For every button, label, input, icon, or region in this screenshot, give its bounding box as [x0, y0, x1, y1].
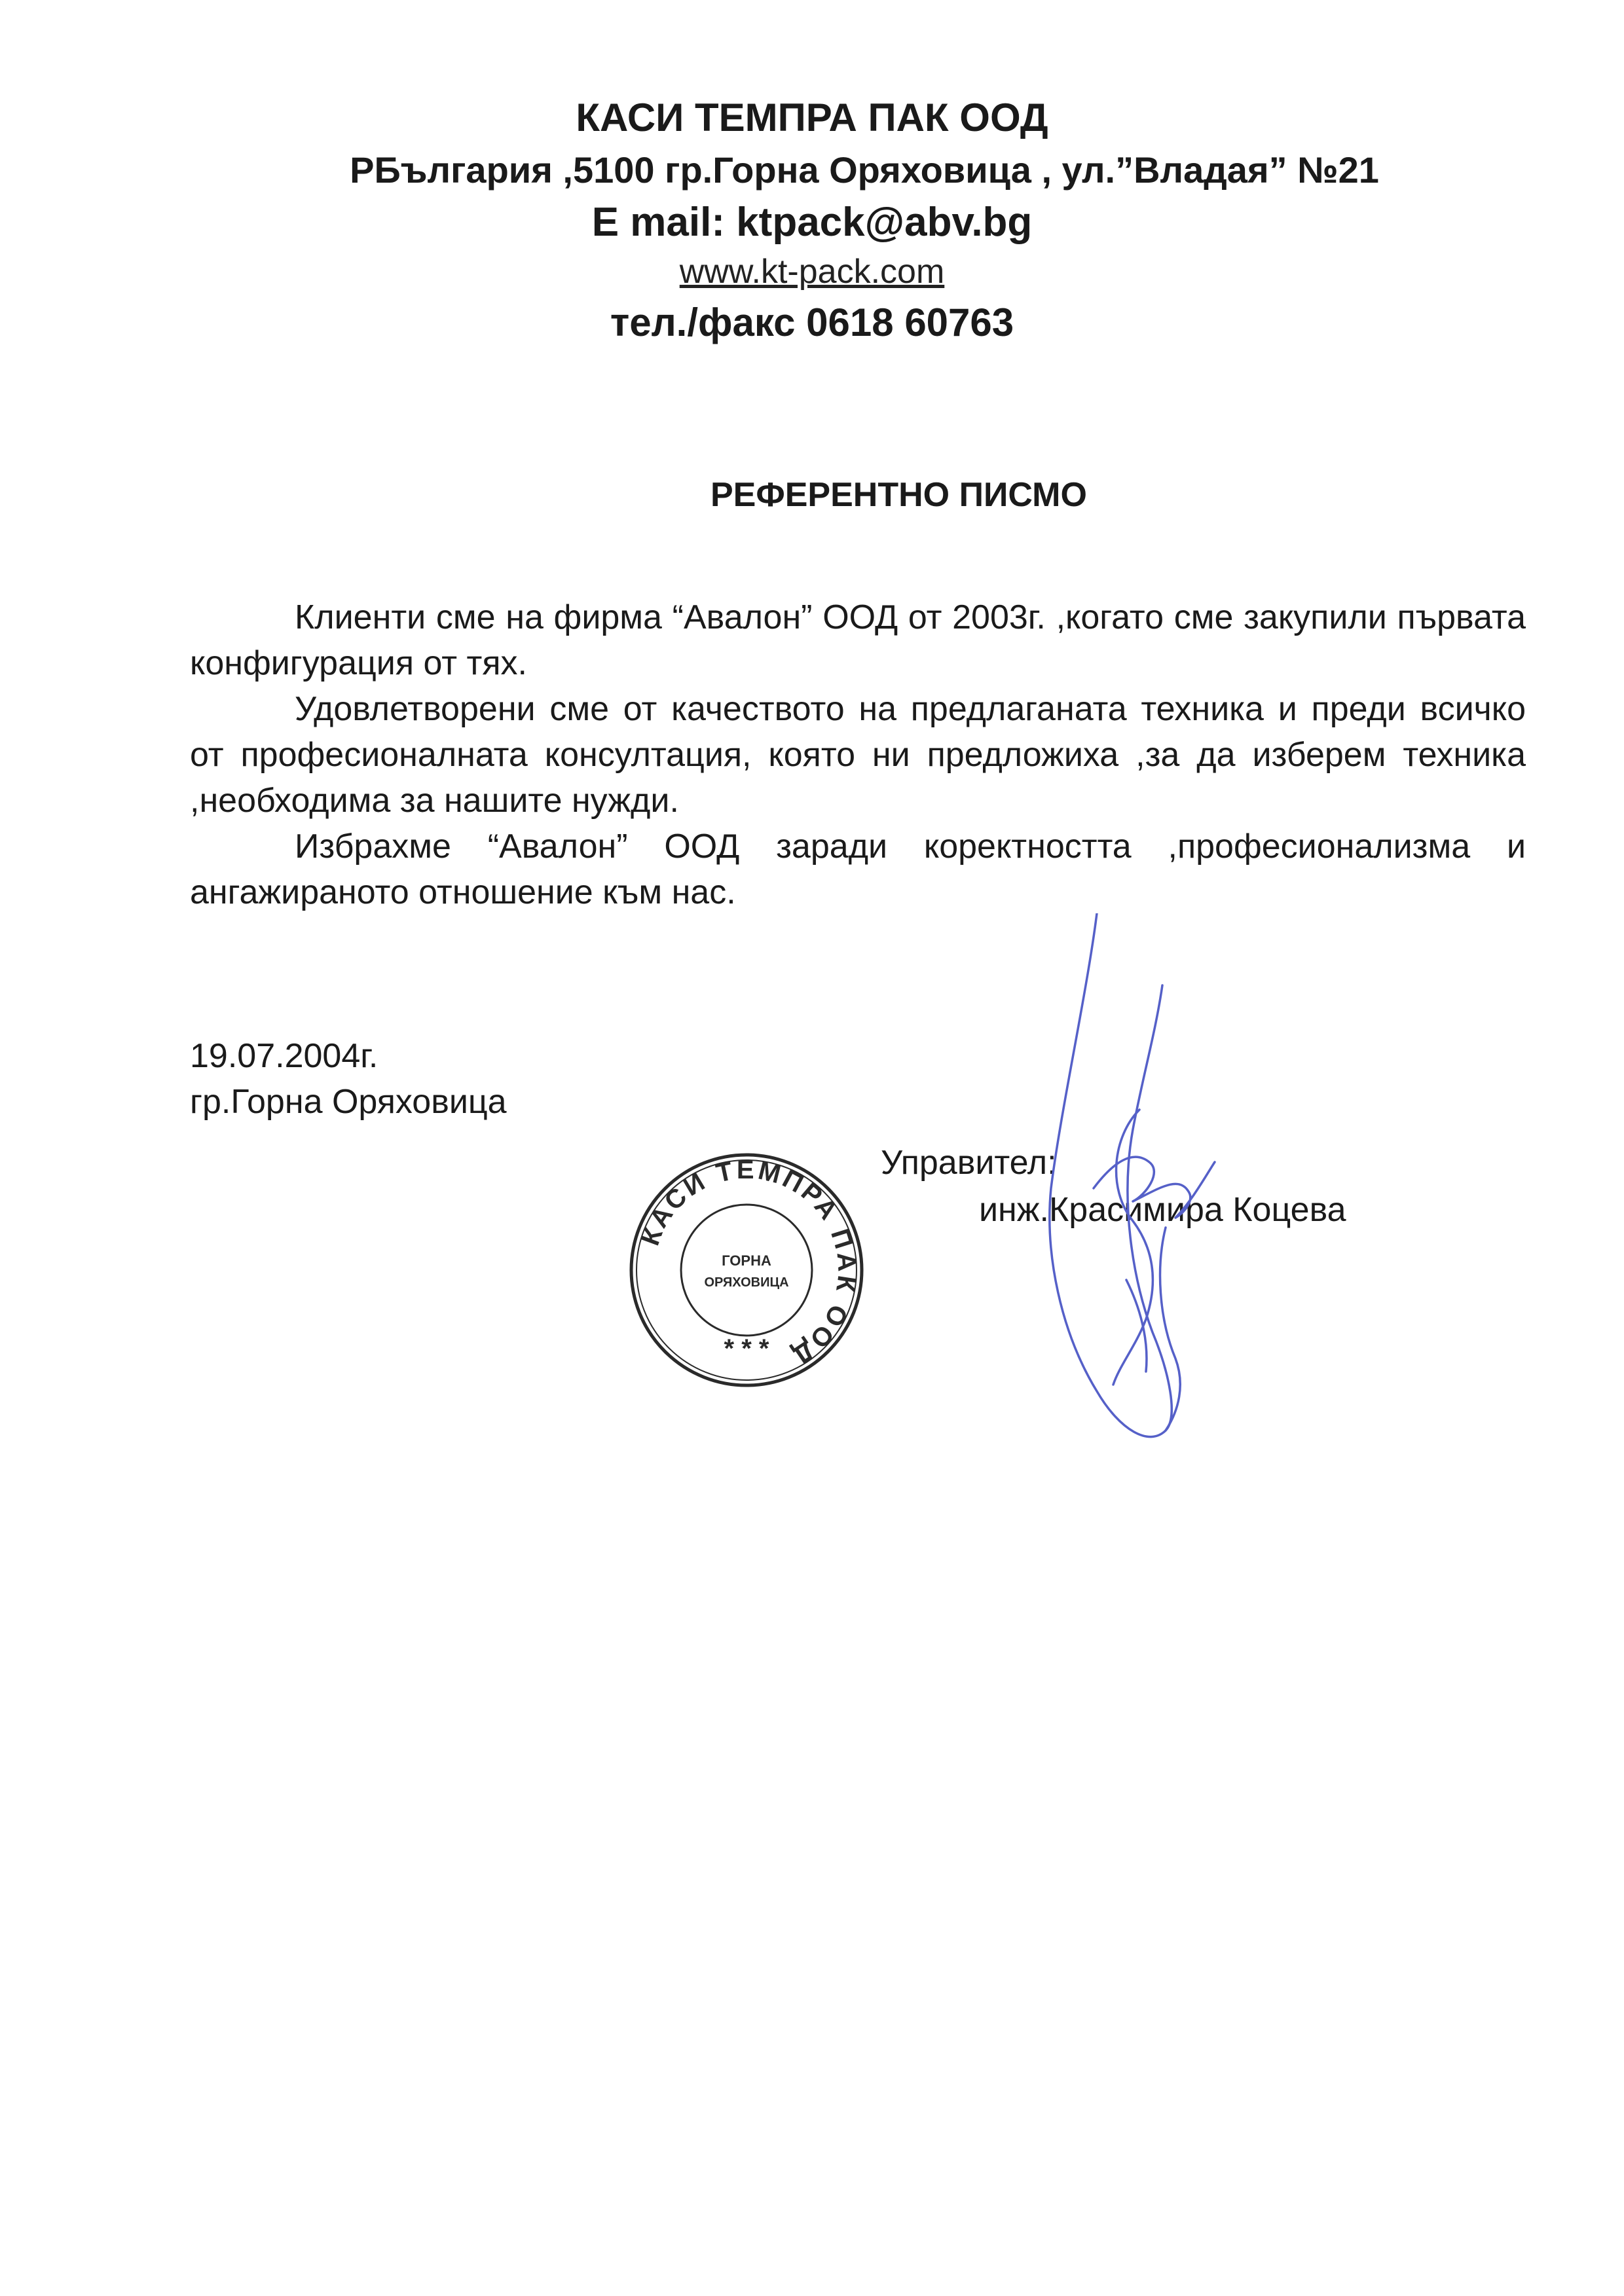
company-address: РБългария ,5100 гр.Горна Оряховица , ул.”Владая” №21 — [350, 149, 1379, 191]
company-website: www.kt-pack.com — [679, 253, 945, 291]
document-title: РЕФЕРЕНТНО ПИСМО — [710, 476, 1087, 514]
letter-place: гр.Горна Оряховица — [190, 1083, 507, 1121]
stamp-center-line1: ГОРНА — [722, 1252, 771, 1269]
company-email: E mail: ktpack@abv.bg — [591, 200, 1033, 245]
signature — [1035, 913, 1270, 1450]
letter-body — [190, 594, 1526, 915]
stamp-center-ring — [681, 1205, 812, 1336]
stamp-ring-text: КАСИ ТЕМПРА ПАК ООД — [635, 1155, 862, 1371]
date-place-block — [190, 1033, 507, 1125]
body-paragraph: Клиенти сме на фирма “Авалон” ООД от 2003г. ,когато сме закупили първата конфигурация от тях. — [190, 598, 1526, 682]
stamp-stars: * * * — [724, 1334, 769, 1363]
company-name: КАСИ ТЕМПРА ПАК ООД — [576, 96, 1048, 139]
body-paragraph: Избрахме “Авалон” ООД заради коректността ,професионализма и ангажираното отношение към нас. — [190, 828, 1526, 911]
signature-stroke — [1126, 1280, 1147, 1372]
manager-name: инж.Красимира Коцева — [979, 1191, 1346, 1229]
company-stamp — [625, 1149, 868, 1391]
company-phone: тел./факс 0618 60763 — [610, 301, 1014, 344]
letter-date: 19.07.2004г. — [190, 1037, 378, 1075]
body-paragraph: Удовлетворени сме от качеството на предлаганата техника и преди всичко от професионалната консултация, която ни предложиха ,за да изберем техника ,необходима за нашите нужди. — [190, 690, 1526, 820]
manager-label: Управител: — [881, 1144, 1057, 1182]
stamp-center-line2: ОРЯХОВИЦА — [704, 1275, 789, 1290]
letterhead — [0, 92, 1624, 351]
signature-stroke — [1094, 1157, 1215, 1218]
